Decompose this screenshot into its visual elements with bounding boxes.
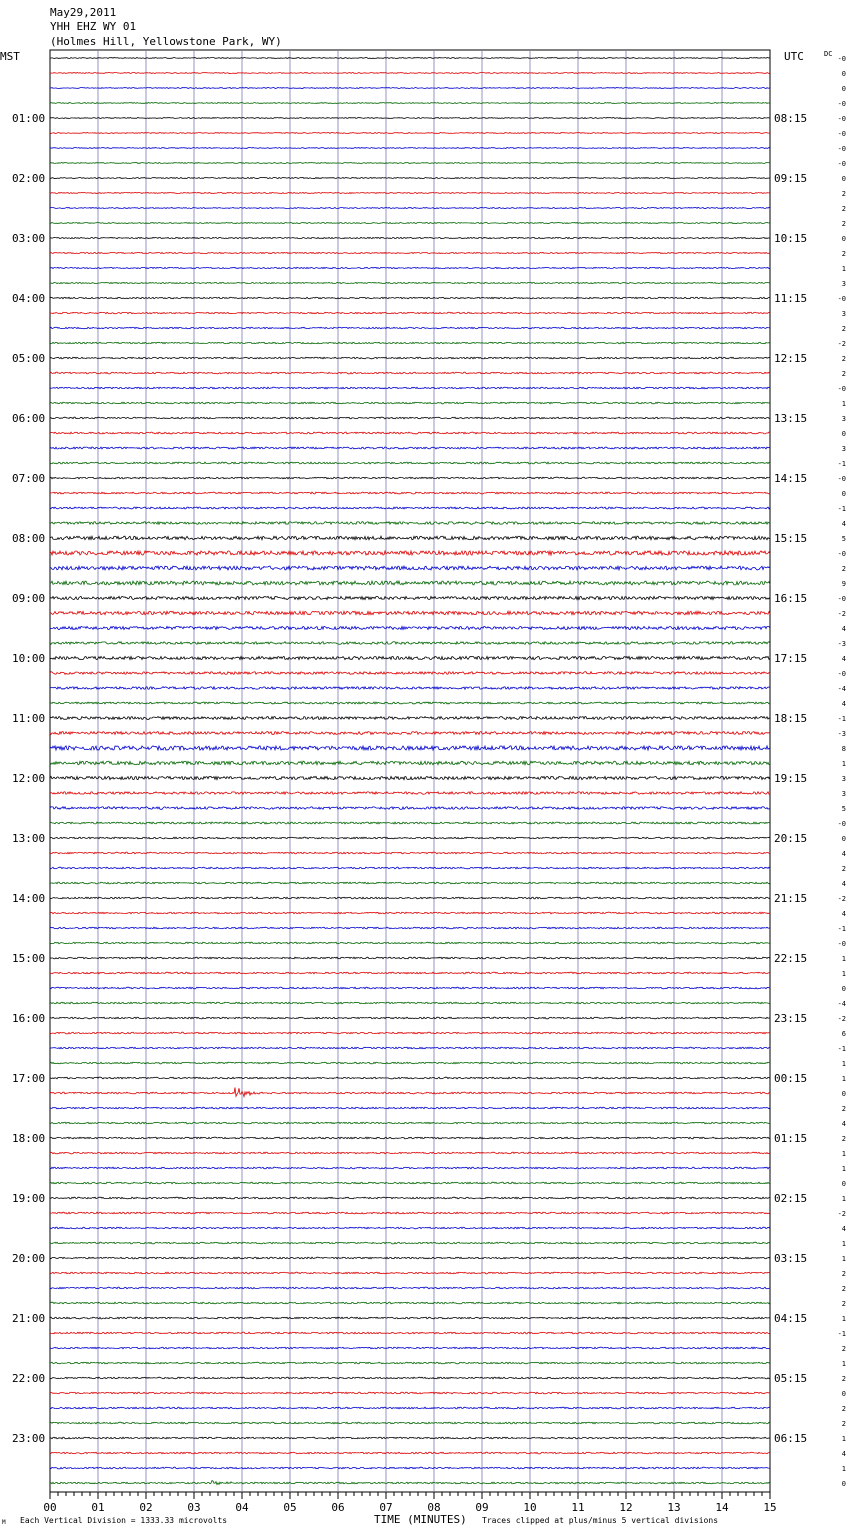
seismic-trace [50, 402, 770, 404]
dc-offset-value: 1 [841, 1465, 846, 1473]
dc-offset-value: 4 [841, 1225, 846, 1233]
dc-offset-value: 0 [841, 1390, 846, 1398]
seismic-trace [50, 1107, 770, 1109]
dc-offset-value: 2 [841, 355, 846, 363]
right-hour-label: 09:15 [774, 172, 808, 185]
seismic-trace [50, 88, 770, 89]
seismic-trace [50, 327, 770, 328]
seismic-trace [50, 882, 770, 884]
dc-offset-value: 2 [841, 220, 846, 228]
seismic-trace [50, 1077, 770, 1079]
dc-offset-value: 3 [841, 790, 846, 798]
seismic-trace [50, 717, 770, 720]
seismic-trace [50, 1437, 770, 1439]
minute-gridlines [98, 50, 722, 1492]
station-location: (Holmes Hill, Yellowstone Park, WY) [50, 35, 282, 48]
right-hour-label: 10:15 [774, 232, 808, 245]
seismic-trace [50, 462, 770, 464]
dc-offset-value: 0 [841, 1090, 846, 1098]
left-hour-label: 20:00 [12, 1252, 46, 1265]
x-tick-label: 13 [667, 1501, 681, 1514]
x-axis-title: TIME (MINUTES) [374, 1513, 467, 1526]
seismic-trace [50, 507, 770, 509]
dc-offset-value: -1 [837, 1045, 846, 1053]
x-tick-label: 11 [571, 1501, 585, 1514]
seismic-trace [50, 192, 770, 193]
seismic-trace [50, 776, 770, 779]
x-tick-label: 02 [139, 1501, 153, 1514]
seismic-trace [50, 927, 770, 929]
dc-offset-value: 0 [841, 430, 846, 438]
x-tick-label: 07 [379, 1501, 393, 1514]
right-hour-label: 11:15 [774, 292, 808, 305]
dc-offset-value: 4 [841, 1120, 846, 1128]
left-hour-label: 23:00 [12, 1432, 46, 1445]
seismic-trace [50, 867, 770, 869]
dc-offset-value: 3 [841, 310, 846, 318]
dc-offset-value: 3 [841, 415, 846, 423]
right-hour-label: 05:15 [774, 1372, 808, 1385]
right-hour-label: 03:15 [774, 1252, 808, 1265]
seismic-trace [50, 103, 770, 104]
dc-offset-value: -0 [837, 475, 846, 483]
left-hour-label: 18:00 [12, 1132, 46, 1145]
left-hour-label: 01:00 [12, 112, 46, 125]
seismic-trace [50, 1407, 770, 1409]
dc-offset-value: 1 [841, 1360, 846, 1368]
seismic-trace [50, 807, 770, 810]
seismic-trace [50, 1122, 770, 1124]
seismic-trace [50, 1317, 770, 1319]
dc-offset-value: 1 [841, 1150, 846, 1158]
seismic-trace [50, 417, 770, 419]
right-hour-label: 16:15 [774, 592, 808, 605]
dc-offset-value: 3 [841, 445, 846, 453]
seismic-trace [50, 702, 770, 704]
dc-offset-value: -2 [837, 340, 846, 348]
x-tick-label: 03 [187, 1501, 201, 1514]
x-tick-label: 05 [283, 1501, 297, 1514]
seismic-trace [50, 837, 770, 839]
seismic-trace [50, 1047, 770, 1049]
dc-offset-value: -0 [837, 550, 846, 558]
dc-offset-value: 1 [841, 1060, 846, 1068]
seismic-trace [50, 1032, 770, 1034]
seismic-trace [50, 687, 770, 690]
seismic-trace [50, 566, 770, 570]
seismic-trace [50, 237, 770, 238]
dc-offset-value: 1 [841, 970, 846, 978]
dc-offset-value: -4 [837, 685, 846, 693]
right-hour-label: 01:15 [774, 1132, 808, 1145]
x-tick-label: 01 [91, 1501, 105, 1514]
dc-offset-column [838, 55, 846, 1488]
seismic-trace [50, 207, 770, 208]
seismic-trace [50, 163, 770, 164]
left-hour-label: 02:00 [12, 172, 46, 185]
dc-offset-value: 1 [841, 1240, 846, 1248]
x-tick-label: 09 [475, 1501, 489, 1514]
dc-offset-value: -0 [837, 55, 846, 63]
seismic-trace [50, 1287, 770, 1289]
left-hour-label: 10:00 [12, 652, 46, 665]
right-hour-label: 13:15 [774, 412, 808, 425]
seismic-trace [50, 148, 770, 149]
dc-offset-value: 1 [841, 760, 846, 768]
seismic-trace [50, 118, 770, 119]
seismic-trace [50, 551, 770, 555]
dc-offset-value: -0 [837, 160, 846, 168]
dc-offset-value: -0 [837, 130, 846, 138]
left-hour-label: 12:00 [12, 772, 46, 785]
seismic-trace [50, 1257, 770, 1259]
seismic-trace [50, 852, 770, 854]
dc-offset-value: 1 [841, 1075, 846, 1083]
dc-offset-value: 2 [841, 250, 846, 258]
dc-offset-value: 4 [841, 850, 846, 858]
right-hour-label: 19:15 [774, 772, 808, 785]
dc-offset-value: 0 [841, 70, 846, 78]
seismic-trace [50, 1392, 770, 1394]
seismic-trace [50, 222, 770, 223]
seismic-trace [50, 761, 770, 765]
right-hour-label: 14:15 [774, 472, 808, 485]
seismic-trace [50, 1422, 770, 1424]
dc-offset-value: -0 [837, 940, 846, 948]
dc-offset-value: -2 [837, 895, 846, 903]
dc-offset-value: 0 [841, 1180, 846, 1188]
dc-offset-value: 2 [841, 1270, 846, 1278]
dc-offset-value: 2 [841, 1420, 846, 1428]
dc-offset-value: 2 [841, 1285, 846, 1293]
seismic-trace [50, 357, 770, 359]
dc-offset-value: 2 [841, 1405, 846, 1413]
x-tick-label: 08 [427, 1501, 441, 1514]
seismic-trace [50, 1002, 770, 1004]
seismic-trace [50, 536, 770, 540]
dc-offset-value: 6 [841, 1030, 846, 1038]
seismic-trace [50, 387, 770, 389]
seismic-trace [50, 1467, 770, 1469]
seismic-trace [50, 1062, 770, 1064]
seismic-trace [50, 73, 770, 74]
dc-offset-value: 5 [841, 535, 846, 543]
seismic-trace [50, 1242, 770, 1244]
dc-offset-value: 0 [841, 1480, 846, 1488]
seismic-trace [50, 1137, 770, 1139]
seismic-trace [50, 297, 770, 298]
plot-frame [50, 50, 770, 1492]
right-hour-label: 21:15 [774, 892, 808, 905]
dc-offset-value: -2 [837, 1015, 846, 1023]
dc-offset-value: -1 [837, 925, 846, 933]
seismic-trace [50, 1272, 770, 1274]
seismic-trace [50, 912, 770, 914]
dc-offset-value: 4 [841, 880, 846, 888]
dc-offset-value: -0 [837, 820, 846, 828]
dc-offset-value: 0 [841, 835, 846, 843]
seismic-trace [50, 372, 770, 374]
left-hour-label: 19:00 [12, 1192, 46, 1205]
dc-offset-value: 0 [841, 490, 846, 498]
seismic-trace [50, 611, 770, 615]
dc-offset-value: 2 [841, 1345, 846, 1353]
seismic-trace [50, 522, 770, 525]
dc-offset-value: 5 [841, 805, 846, 813]
left-hour-label: 13:00 [12, 832, 46, 845]
left-hour-labels [12, 112, 45, 1445]
dc-offset-value: -1 [837, 460, 846, 468]
seismic-trace [50, 342, 770, 343]
seismic-trace [50, 1347, 770, 1349]
seismic-trace [50, 672, 770, 675]
seismic-trace [50, 1017, 770, 1019]
seismic-trace [50, 1332, 770, 1334]
seismic-trace [50, 792, 770, 795]
dc-offset-value: 2 [841, 325, 846, 333]
left-hour-label: 14:00 [12, 892, 46, 905]
seismic-trace [50, 447, 770, 449]
left-hour-label: 08:00 [12, 532, 46, 545]
dc-offset-value: 1 [841, 265, 846, 273]
left-hour-label: 17:00 [12, 1072, 46, 1085]
seismic-trace [50, 252, 770, 253]
x-tick-label: 04 [235, 1501, 249, 1514]
dc-offset-value: 1 [841, 1435, 846, 1443]
seismic-trace [50, 1088, 770, 1097]
seismic-trace [50, 1167, 770, 1169]
dc-offset-value: 2 [841, 190, 846, 198]
dc-offset-value: 2 [841, 1105, 846, 1113]
x-axis-ticks [43, 1492, 776, 1514]
seismic-trace [50, 1197, 770, 1199]
seismic-trace [50, 1452, 770, 1454]
dc-offset-value: 1 [841, 955, 846, 963]
chart-date: May29,2011 [50, 6, 117, 19]
dc-offset-value: 3 [841, 280, 846, 288]
dc-label: DC [824, 50, 833, 58]
dc-offset-value: 4 [841, 625, 846, 633]
dc-offset-value: -0 [837, 385, 846, 393]
dc-offset-value: -0 [837, 595, 846, 603]
right-hour-label: 22:15 [774, 952, 808, 965]
right-hour-label: 18:15 [774, 712, 808, 725]
dc-offset-value: 2 [841, 205, 846, 213]
dc-offset-value: -3 [837, 730, 846, 738]
left-hour-label: 21:00 [12, 1312, 46, 1325]
seismic-trace [50, 822, 770, 824]
dc-offset-value: 9 [841, 580, 846, 588]
dc-offset-value: 0 [841, 175, 846, 183]
seismic-trace [50, 942, 770, 944]
left-hour-label: 07:00 [12, 472, 46, 485]
dc-offset-value: 2 [841, 565, 846, 573]
dc-offset-value: 1 [841, 1165, 846, 1173]
seismic-trace [50, 492, 770, 494]
seismic-trace [50, 1362, 770, 1364]
seismic-trace [50, 477, 770, 479]
seismic-trace [50, 312, 770, 313]
seismic-trace [50, 177, 770, 178]
left-hour-label: 04:00 [12, 292, 46, 305]
seismic-trace [50, 1152, 770, 1154]
left-hour-label: 11:00 [12, 712, 46, 725]
dc-offset-value: -4 [837, 1000, 846, 1008]
seismic-trace [50, 1481, 770, 1485]
seismic-trace [50, 1182, 770, 1184]
left-hour-label: 03:00 [12, 232, 46, 245]
dc-offset-value: -2 [837, 1210, 846, 1218]
dc-offset-value: -1 [837, 505, 846, 513]
dc-offset-value: 4 [841, 910, 846, 918]
right-hour-label: 20:15 [774, 832, 808, 845]
dc-offset-value: 1 [841, 400, 846, 408]
seismic-trace [50, 1212, 770, 1214]
dc-offset-value: 8 [841, 745, 846, 753]
dc-offset-value: 4 [841, 520, 846, 528]
right-hour-label: 02:15 [774, 1192, 808, 1205]
dc-offset-value: 2 [841, 865, 846, 873]
seismic-trace [50, 596, 770, 599]
dc-offset-value: 0 [841, 235, 846, 243]
dc-offset-value: -0 [837, 295, 846, 303]
right-hour-label: 17:15 [774, 652, 808, 665]
left-timezone-label: MST [0, 50, 20, 63]
dc-offset-value: 1 [841, 1255, 846, 1263]
dc-offset-value: -1 [837, 715, 846, 723]
right-hour-label: 08:15 [774, 112, 808, 125]
right-hour-label: 06:15 [774, 1432, 808, 1445]
seismic-trace [50, 432, 770, 434]
dc-offset-value: 2 [841, 370, 846, 378]
left-hour-label: 22:00 [12, 1372, 46, 1385]
left-hour-label: 15:00 [12, 952, 46, 965]
dc-offset-value: -2 [837, 610, 846, 618]
dc-offset-value: 2 [841, 1300, 846, 1308]
clip-note: Traces clipped at plus/minus 5 vertical divisions [482, 1516, 719, 1525]
left-hour-label: 05:00 [12, 352, 46, 365]
dc-offset-value: 0 [841, 85, 846, 93]
dc-offset-value: 4 [841, 700, 846, 708]
seismic-trace [50, 656, 770, 659]
dc-offset-value: -3 [837, 640, 846, 648]
seismic-trace [50, 1302, 770, 1304]
left-hour-label: 16:00 [12, 1012, 46, 1025]
dc-offset-value: -0 [837, 100, 846, 108]
dc-offset-value: -0 [837, 670, 846, 678]
right-hour-labels [774, 112, 807, 1445]
right-hour-label: 23:15 [774, 1012, 808, 1025]
dc-offset-value: 4 [841, 1450, 846, 1458]
seismic-trace [50, 957, 770, 959]
seismic-trace [50, 732, 770, 735]
scale-prefix: M [2, 1519, 6, 1526]
dc-offset-value: 1 [841, 1195, 846, 1203]
seismic-trace [50, 897, 770, 899]
x-tick-label: 14 [715, 1501, 729, 1514]
dc-offset-value: 4 [841, 655, 846, 663]
seismic-trace [50, 626, 770, 629]
left-hour-label: 09:00 [12, 592, 46, 605]
seismic-trace [50, 642, 770, 645]
dc-offset-value: -1 [837, 1330, 846, 1338]
seismic-trace [50, 1227, 770, 1229]
dc-offset-value: 3 [841, 775, 846, 783]
dc-offset-value: 2 [841, 1135, 846, 1143]
dc-offset-value: -0 [837, 115, 846, 123]
seismic-trace [50, 746, 770, 750]
x-tick-label: 00 [43, 1501, 57, 1514]
dc-offset-value: 2 [841, 1375, 846, 1383]
x-tick-label: 06 [331, 1501, 345, 1514]
scale-note: Each Vertical Division = 1333.33 microvolts [20, 1516, 228, 1525]
right-hour-label: 00:15 [774, 1072, 808, 1085]
seismic-trace [50, 133, 770, 134]
seismic-traces [50, 58, 770, 1485]
dc-offset-value: 1 [841, 1315, 846, 1323]
seismic-trace [50, 972, 770, 974]
seismic-trace [50, 1377, 770, 1379]
x-tick-label: 12 [619, 1501, 633, 1514]
x-tick-label: 10 [523, 1501, 537, 1514]
seismic-trace [50, 267, 770, 268]
right-hour-label: 04:15 [774, 1312, 808, 1325]
right-timezone-label: UTC [784, 50, 804, 63]
seismic-trace [50, 282, 770, 283]
seismic-trace [50, 581, 770, 585]
seismic-trace [50, 58, 770, 59]
x-tick-label: 15 [763, 1501, 777, 1514]
seismic-trace [50, 987, 770, 989]
right-hour-label: 15:15 [774, 532, 808, 545]
right-hour-label: 12:15 [774, 352, 808, 365]
station-code: YHH EHZ WY 01 [50, 20, 137, 33]
left-hour-label: 06:00 [12, 412, 46, 425]
dc-offset-value: 0 [841, 985, 846, 993]
dc-offset-value: -0 [837, 145, 846, 153]
